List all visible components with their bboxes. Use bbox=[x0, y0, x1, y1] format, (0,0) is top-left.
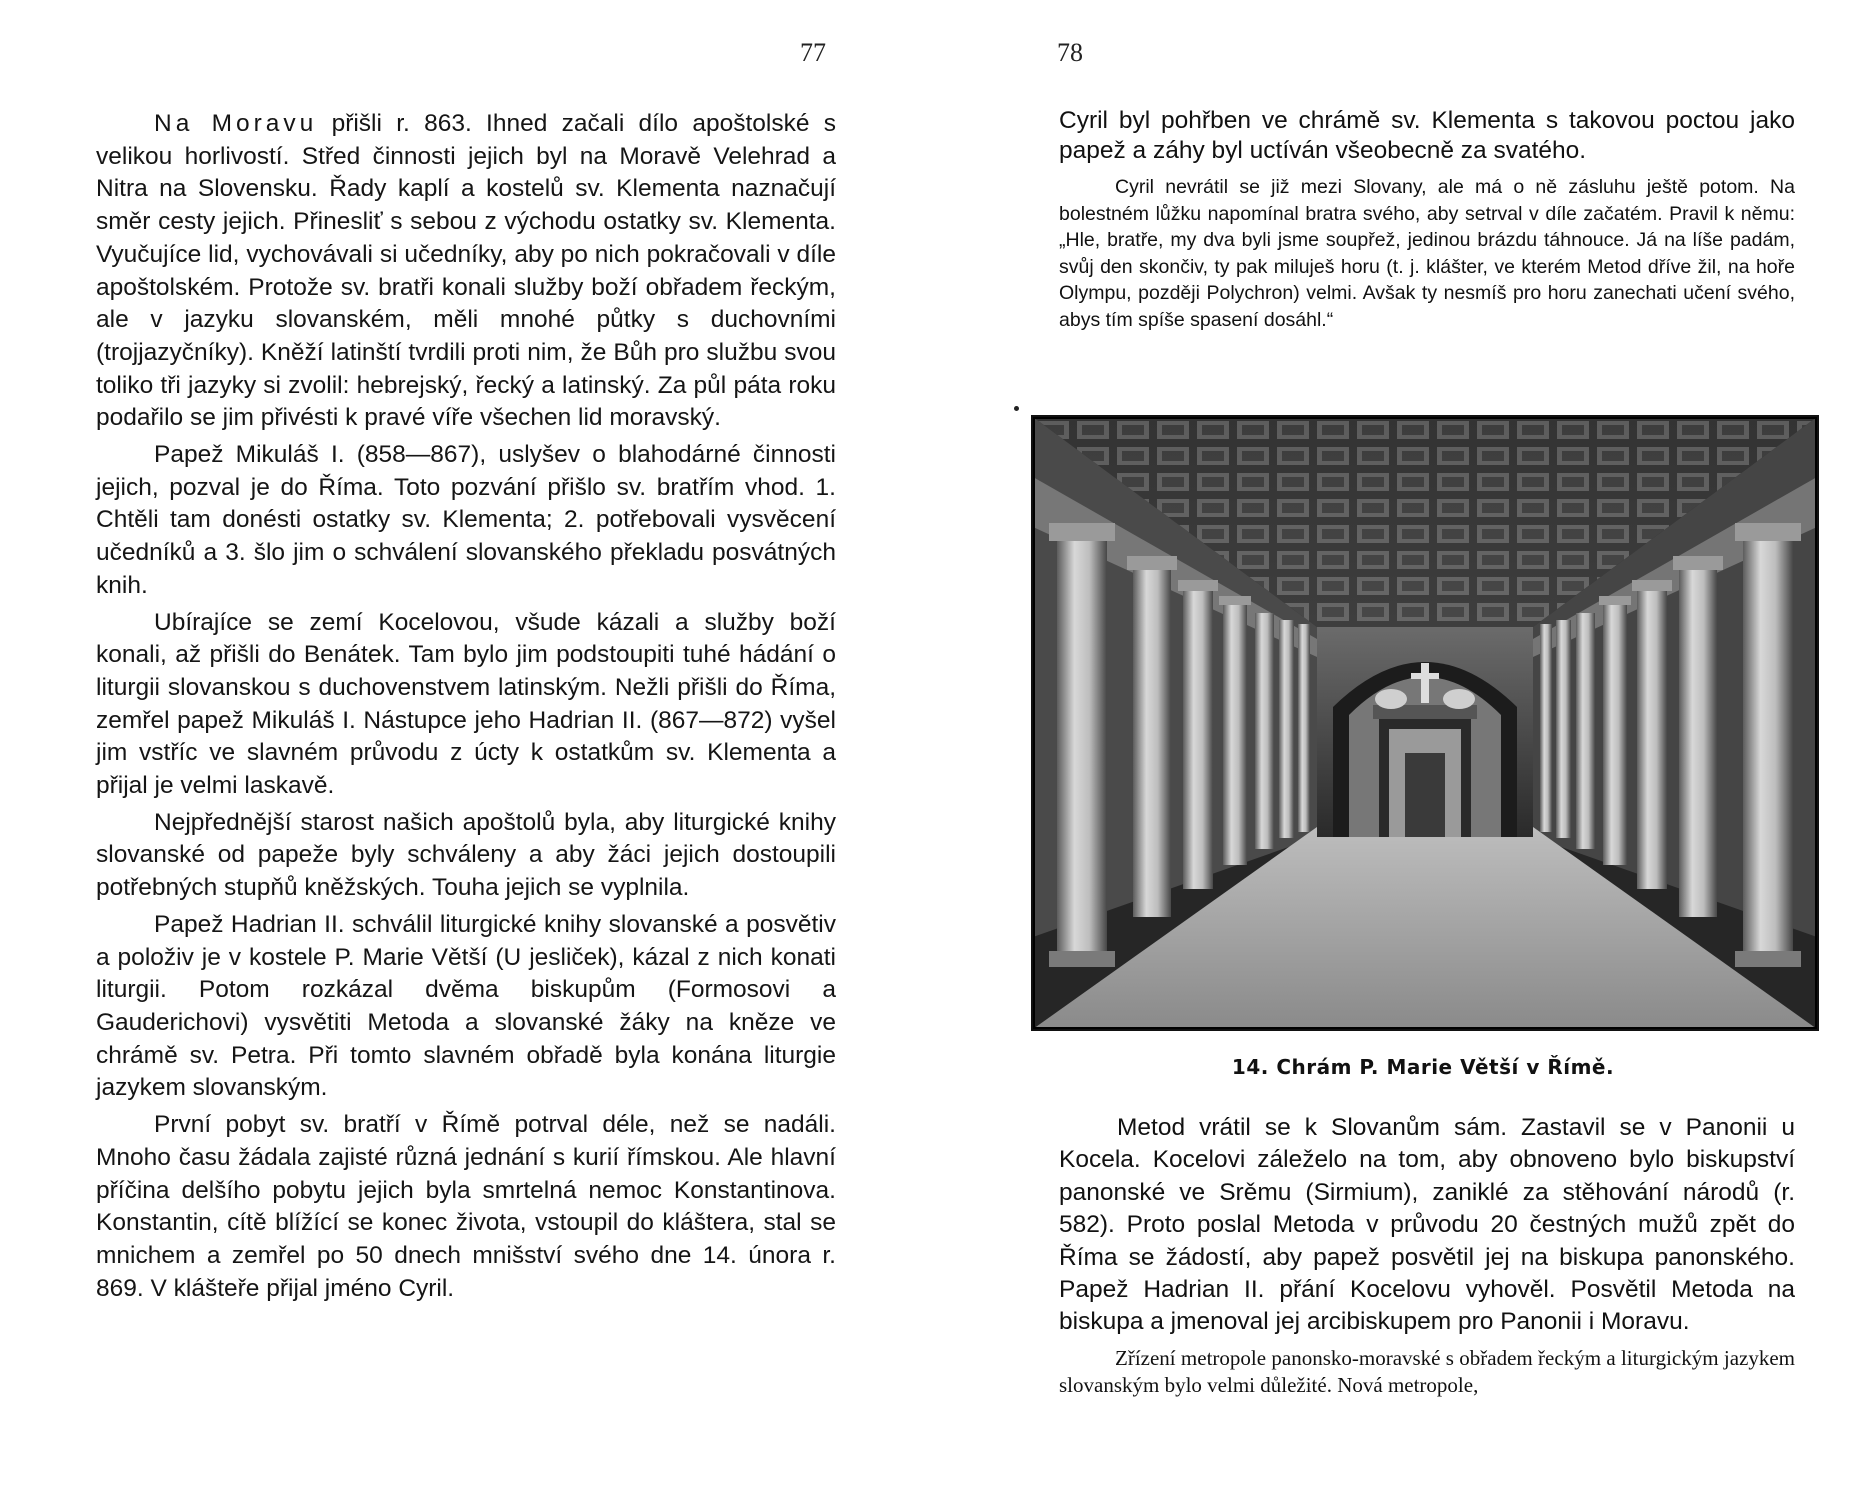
right-top-text bbox=[1059, 106, 1795, 333]
right-top-paragraph: Cyril byl pohřben ve chrámě sv. Klementa s takovou poctou jako papež a záhy byl uctíván všeobecně za svatého. bbox=[1059, 107, 1795, 164]
paragraph-2: Papež Mikuláš I. (858—867), uslyšev o blahodárné činnosti jejich, pozval je do Říma. Toto pozvání přišlo sv. bratřím vhod. 1. Chtěli tam donésti ostatky sv. Klementa; 2. potřebovali vysvěcení učedníků a 3. šlo jim o schválení slovanského překladu posvátných knih. bbox=[96, 441, 836, 599]
paragraph-3: Ubírajíce se zemí Kocelovou, všude kázali a služby boží konali, až přišli do Benátek. Tam bylo jim podstoupiti tuhé hádání o liturgii slovanskou s duchovenstvem latinským. Nežli přišli do Říma, zemřel papež Mikuláš I. Nástupce jeho Hadrian II. (867—872) vyšel jim vstříc ve slavném průvodu z úcty k ostatkům sv. Klementa a přijal je velmi laskavě. bbox=[96, 608, 836, 800]
church-interior-photo bbox=[1031, 415, 1819, 1031]
right-bottom-text bbox=[1059, 1112, 1795, 1399]
paragraph-1-text: přišli r. 863. Ihned začali dílo apoštolské s velikou horlivostí. Střed činnosti jejich byl na Moravě Velehrad a Nitra na Slovensku. Řady kaplí a kostelů sv. Klementa naznačují směr cesty jejich. Přinesliť s sebou z východu ostatky sv. Klementa. Vyučujíce lid, vychovávali si učedníky, aby po nich pokračovali v díle apoštolském. Protože sv. bratři konali služby boží obřadem řeckým, ale v jazyku slovanském, měli mnohé půtky s duchovními (trojjazyčníky). Kněží latinští tvrdili proti nim, že Bůh pro službu svou toliko tři jazyky si zvolil: hebrejský, řecký a latinský. Za půl páta roku podařilo se jim přivésti k pravé víře všechen lid moravský. bbox=[96, 110, 836, 432]
paragraph-4: Nejpřednější starost našich apoštolů byla, aby liturgické knihy slovanské od papeže byly schváleny a aby žáci jejich dostoupili potřebných stupňů kněžských. Touha jejich se vyplnila. bbox=[96, 808, 836, 902]
right-small-paragraph: Cyril nevrátil se již mezi Slovany, ale má o ně zásluhu ještě potom. Na bolestném lůžku napomínal bratra svého, aby setrval v díle začatém. Pravil k němu: „Hle, bratře, my dva byli jsme soupřež, jedinou brázdu táhnouce. Já na líše padám, svůj den skončiv, ty pak miluješ horu (t. j. klášter, ve kterém Metod dříve žil, na hoře Olympu, později Polychron) velmi. Avšak ty nesmíš pro horu zanechati učení svého, abys tím spíše spasení dosáhl.“ bbox=[1059, 176, 1795, 331]
paragraph-6: První pobyt sv. bratří v Římě potrval déle, než se nadáli. Mnoho času žádala zajisté různá jednání s kurií římskou. Ale hlavní příčina delšího pobytu jejich byla smrtelná nemoc Konstantinova. Konstantin, cítě blížící se konec života, vstoupil do kláštera, stal se mnichem a zemřel po 50 dnech mnišství svého dne 14. února r. 869. V klášteře přijal jméno Cyril. bbox=[96, 1111, 836, 1302]
page-number-right: 78 bbox=[1057, 38, 1083, 67]
figure-caption: 14. Chrám P. Marie Větší v Římě. bbox=[1231, 1055, 1615, 1079]
left-text-column bbox=[96, 108, 836, 1309]
print-speck bbox=[1014, 406, 1019, 411]
paragraph-1-lead: Na Moravu bbox=[154, 110, 318, 137]
right-page bbox=[931, 0, 1862, 1500]
right-bottom-small-paragraph: Zřízení metropole panonsko-moravské s obřadem řeckým a liturgickým jazykem slovanským bylo velmi důležité. Nová metropole, bbox=[1059, 1345, 1795, 1397]
page-number-left: 77 bbox=[800, 38, 826, 67]
church-interior-illustration bbox=[1033, 417, 1817, 1029]
paragraph-5: Papež Hadrian II. schválil liturgické knihy slovanské a posvětiv a položiv je v kostele P. Marie Větší (U jesliček), kázal z nich konati liturgii. Potom rozkázal dvěma biskupům (Formosovi a Gauderichovi) vysvětiti Metoda a slovanské žáky na kněze ve chrámě sv. Petra. Při tomto slavném obřadě byla konána liturgie jazykem slovanským. bbox=[96, 910, 836, 1102]
paragraph-1 bbox=[96, 108, 836, 435]
right-bottom-paragraph: Metod vrátil se k Slovanům sám. Zastavil se v Panonii u Kocela. Kocelovi záleželo na tom, aby obnoveno bylo biskupství panonské ve Srěmu (Sirmium), zaniklé za stěhování národů (r. 582). Proto poslal Metoda v průvodu 20 čestných mužů zpět do Říma se žádostí, aby papež posvětil jej na biskupa panonského. Papež Hadrian II. přání Kocelovu vyhověl. Posvětil Metoda na biskupa a jmenoval jej arcibiskupem pro Panonii i Moravu. bbox=[1059, 1114, 1795, 1336]
